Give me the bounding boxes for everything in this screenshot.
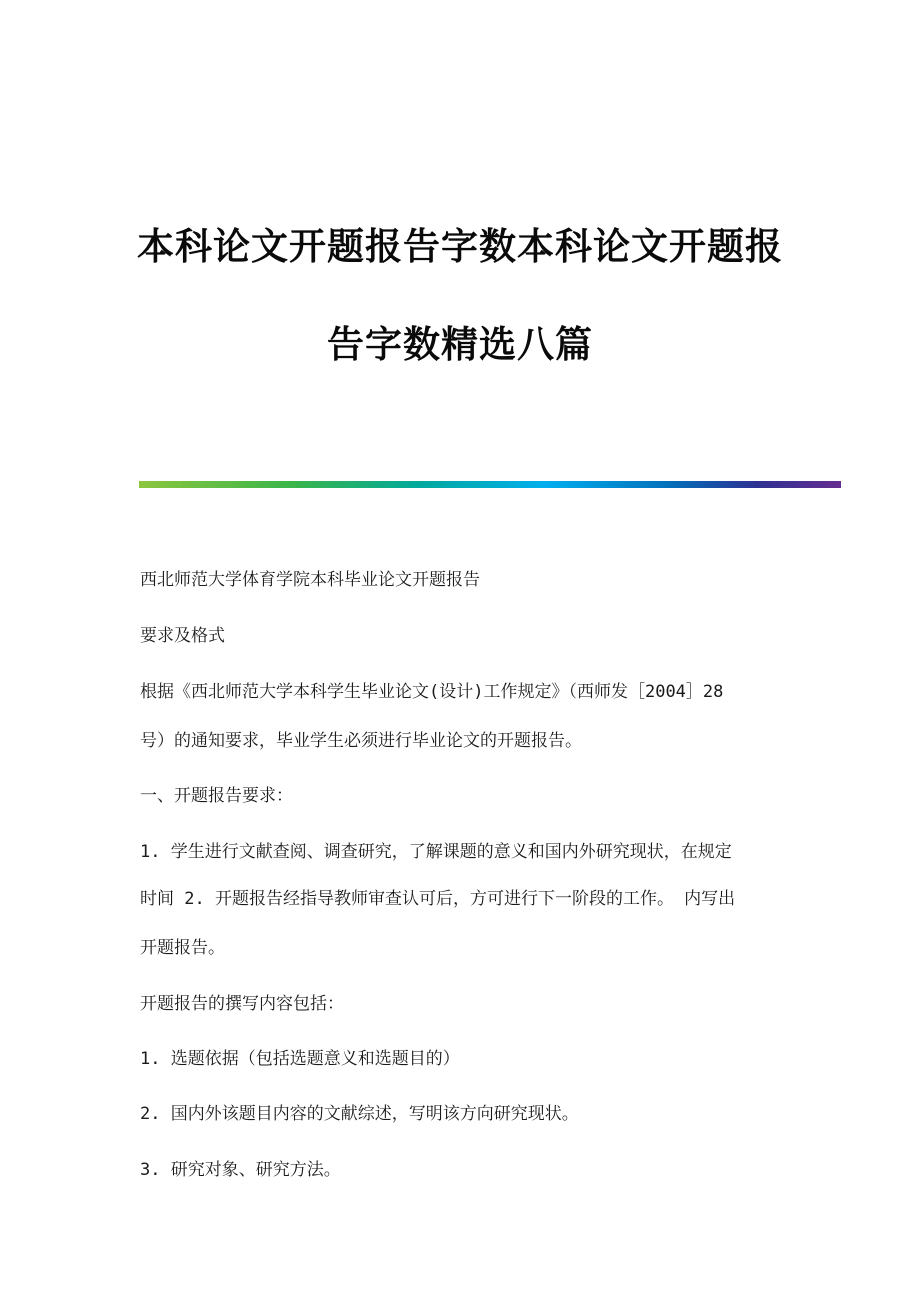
body-line-regulation-2: 号）的通知要求，毕业学生必须进行毕业论文的开题报告。 bbox=[140, 731, 582, 751]
body-line-item-2: 2. 国内外该题目内容的文献综述，写明该方向研究现状。 bbox=[140, 1104, 579, 1124]
body-line-item-1: 1. 选题依据（包括选题意义和选题目的） bbox=[140, 1049, 460, 1069]
body-line-heading: 西北师范大学体育学院本科毕业论文开题报告 bbox=[140, 570, 480, 590]
body-line-subheading: 要求及格式 bbox=[140, 626, 225, 646]
body-line-requirement-3: 开题报告。 bbox=[140, 938, 225, 958]
body-line-regulation-1: 根据《西北师范大学本科学生毕业论文(设计)工作规定》（西师发［2004］28 bbox=[140, 682, 724, 702]
document-title-line-2: 告字数精选八篇 bbox=[327, 323, 593, 366]
body-line-content-intro: 开题报告的撰写内容包括： bbox=[140, 994, 344, 1014]
gradient-divider bbox=[139, 481, 841, 488]
body-line-item-3: 3. 研究对象、研究方法。 bbox=[140, 1160, 341, 1180]
body-line-section-one: 一、开题报告要求： bbox=[140, 786, 293, 806]
body-line-requirement-1: 1. 学生进行文献查阅、调查研究，了解课题的意义和国内外研究现状，在规定 bbox=[140, 842, 732, 862]
body-line-requirement-2: 时间 2. 开题报告经指导教师审查认可后，方可进行下一阶段的工作。 内写出 bbox=[140, 889, 736, 909]
document-title-line-1: 本科论文开题报告字数本科论文开题报 bbox=[137, 225, 783, 268]
